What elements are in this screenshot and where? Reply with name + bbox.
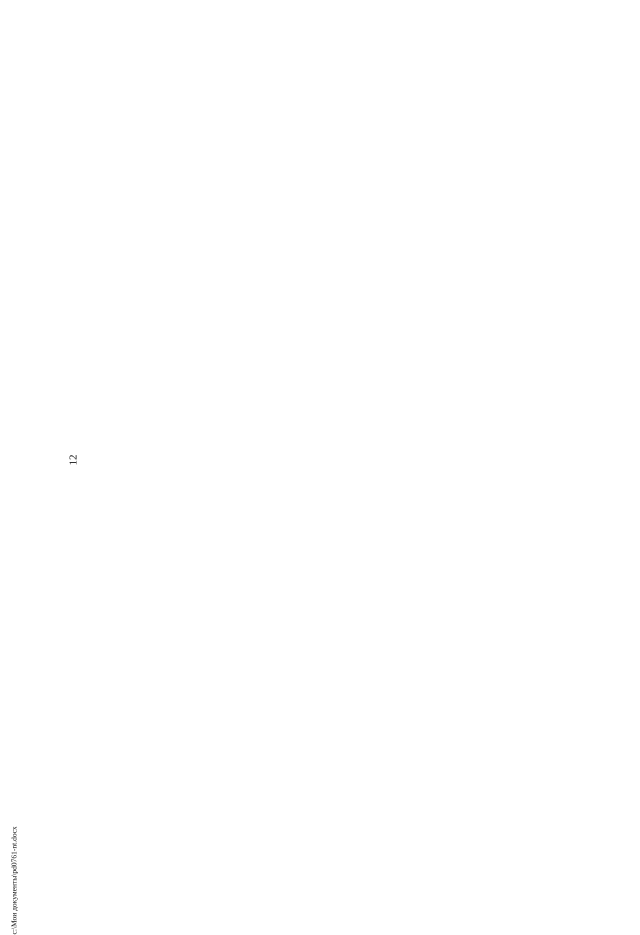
footer-file-path: c:\Мои документы\pd0761-nt.docx — [9, 826, 19, 935]
page-number: 12 — [67, 454, 80, 466]
